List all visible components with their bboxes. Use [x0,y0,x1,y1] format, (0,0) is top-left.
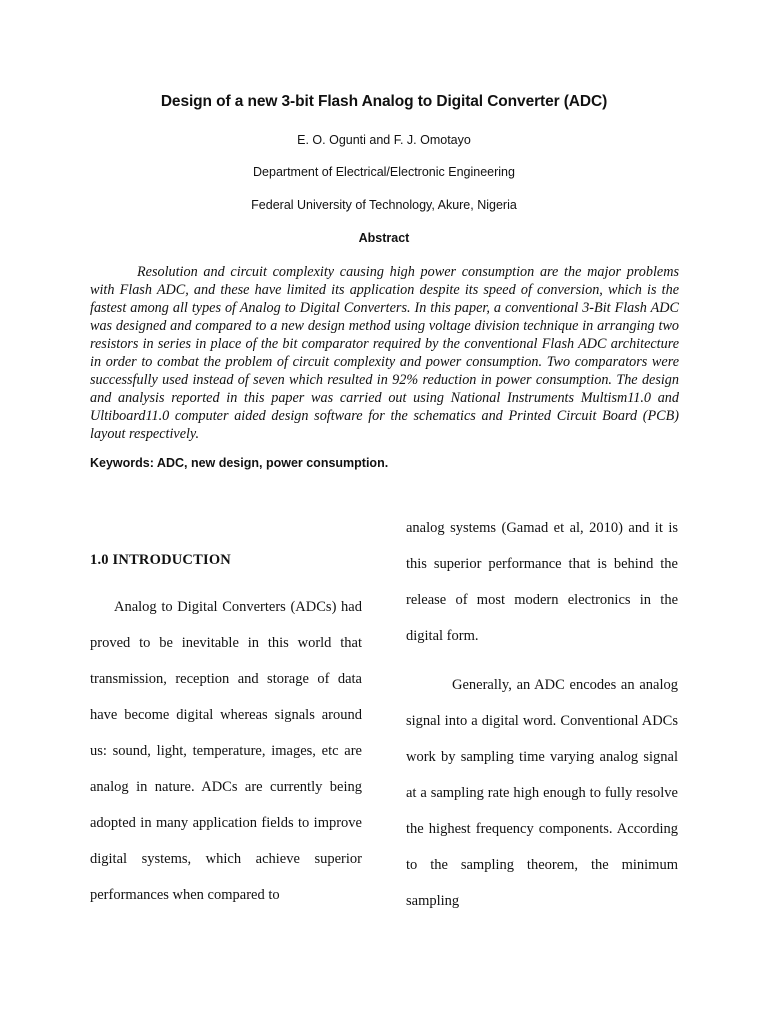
author-department: Department of Electrical/Electronic Engineering [253,165,515,179]
right-column-paragraph-1: analog systems (Gamad et al, 2010) and it is this superior performance that is behind the release of most modern electronics in the digital form. [406,520,678,644]
section-heading-introduction: 1.0 INTRODUCTION [90,552,231,568]
abstract-heading: Abstract [358,231,410,245]
left-column-paragraph: Analog to Digital Converters (ADCs) had proved to be inevitable in this world that transmission, reception and storage of data have become digital whereas signals around us: sound, light, temperature, images, etc are analog in nature. ADCs are currently being adopted in many application fields to improve digital systems, which achieve superior performances when compared to [90,599,362,903]
abstract-text: Resolution and circuit complexity causing high power consumption are the major problems with Flash ADC, and these have limited its application despite its speed of conversion, which is the fastest among all types of Analog to Digital Converters. In this paper, a conventional 3-Bit Flash ADC was designed and compared to a new design method using voltage division technique in arranging two resistors in series in place of the bit comparator required by the conventional Flash ADC architecture in order to combat the problem of circuit complexity and power consumption. Two comparators were successfully used instead of seven which resulted in 92% reduction in power consumption. The design and analysis reported in this paper was carried out using National Instruments Multism11.0 and Ultiboard11.0 computer aided design software for the schematics and Printed Circuit Board (PCB) layout respectively. [90,264,679,442]
right-column-paragraph-2: Generally, an ADC encodes an analog signal into a digital word. Conventional ADCs work by sampling time varying analog signal at a sampling rate high enough to fully resolve the highest frequency components. According to the sampling theorem, the minimum sampling [406,677,678,909]
keywords: Keywords: ADC, new design, power consumption. [90,456,389,470]
paper-title: Design of a new 3-bit Flash Analog to Digital Converter (ADC) [160,93,608,110]
author-university: Federal University of Technology, Akure, Nigeria [251,198,517,212]
paper-authors: E. O. Ogunti and F. J. Omotayo [297,133,471,147]
